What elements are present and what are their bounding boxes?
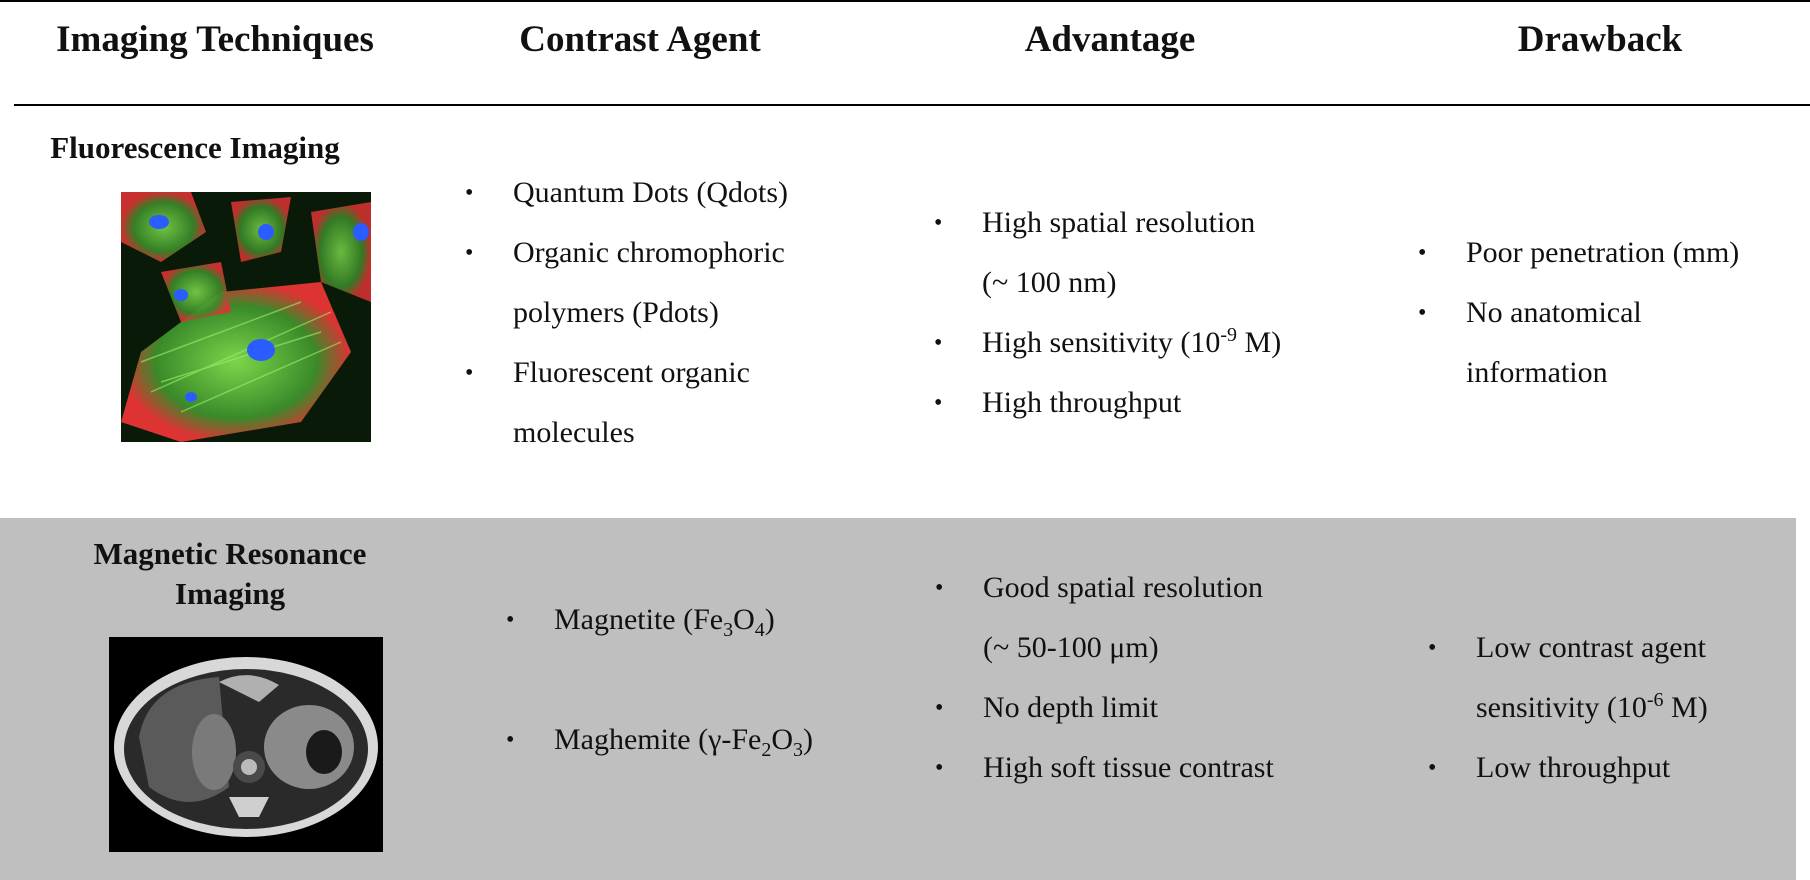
list-item: • No depth limit	[935, 678, 1274, 738]
fluorescence-drawbacks	[1418, 223, 1739, 403]
list-item: • High soft tissue contrast	[935, 738, 1274, 798]
list-item: • Good spatial resolution (~ 50-100 μm)	[935, 558, 1274, 678]
fluorescence-advantages	[934, 193, 1281, 433]
list-item: • High throughput	[934, 373, 1281, 433]
list-item: • Poor penetration (mm)	[1418, 223, 1739, 283]
list-item: • Fluorescent organic molecules	[465, 343, 788, 463]
list-item: • Low contrast agent sensitivity ($10^{-6}$ M)	[1428, 618, 1708, 738]
technique-mri: Magnetic Resonance Imaging	[93, 536, 367, 611]
abdominal-mri-scan-icon	[109, 637, 383, 852]
header-contrast-agent: Contrast Agent	[519, 19, 761, 60]
list-item: • High sensitivity ($10^{-9}$ M)	[934, 313, 1281, 373]
table-top-rule	[0, 0, 1810, 2]
list-item: • Quantum Dots (Qdots)	[465, 163, 788, 223]
fluorescence-image	[121, 192, 371, 442]
header-advantage: Advantage	[1024, 19, 1196, 60]
technique-fluorescence: Fluorescence Imaging	[50, 130, 340, 165]
mri-image	[109, 637, 383, 852]
list-item: • Low throughput	[1428, 738, 1708, 798]
header-imaging-techniques: Imaging Techniques	[56, 19, 374, 60]
list-item: • Magnetite $(Fe_3O_4)$	[506, 590, 813, 650]
fluorescence-contrast-agents	[465, 163, 788, 463]
header-rule	[14, 104, 1810, 106]
header-drawback: Drawback	[1517, 19, 1683, 60]
list-item: • Maghemite $(\gamma-Fe_2O_3)$	[506, 710, 813, 770]
mri-advantages	[935, 558, 1274, 798]
mri-contrast-agents	[506, 590, 813, 770]
mri-drawbacks	[1428, 618, 1708, 798]
fluorescent-cells-micrograph-icon	[121, 192, 371, 442]
list-item: • High spatial resolution (~ 100 nm)	[934, 193, 1281, 313]
list-item: • Organic chromophoric polymers (Pdots)	[465, 223, 788, 343]
list-item: • No anatomical information	[1418, 283, 1739, 403]
